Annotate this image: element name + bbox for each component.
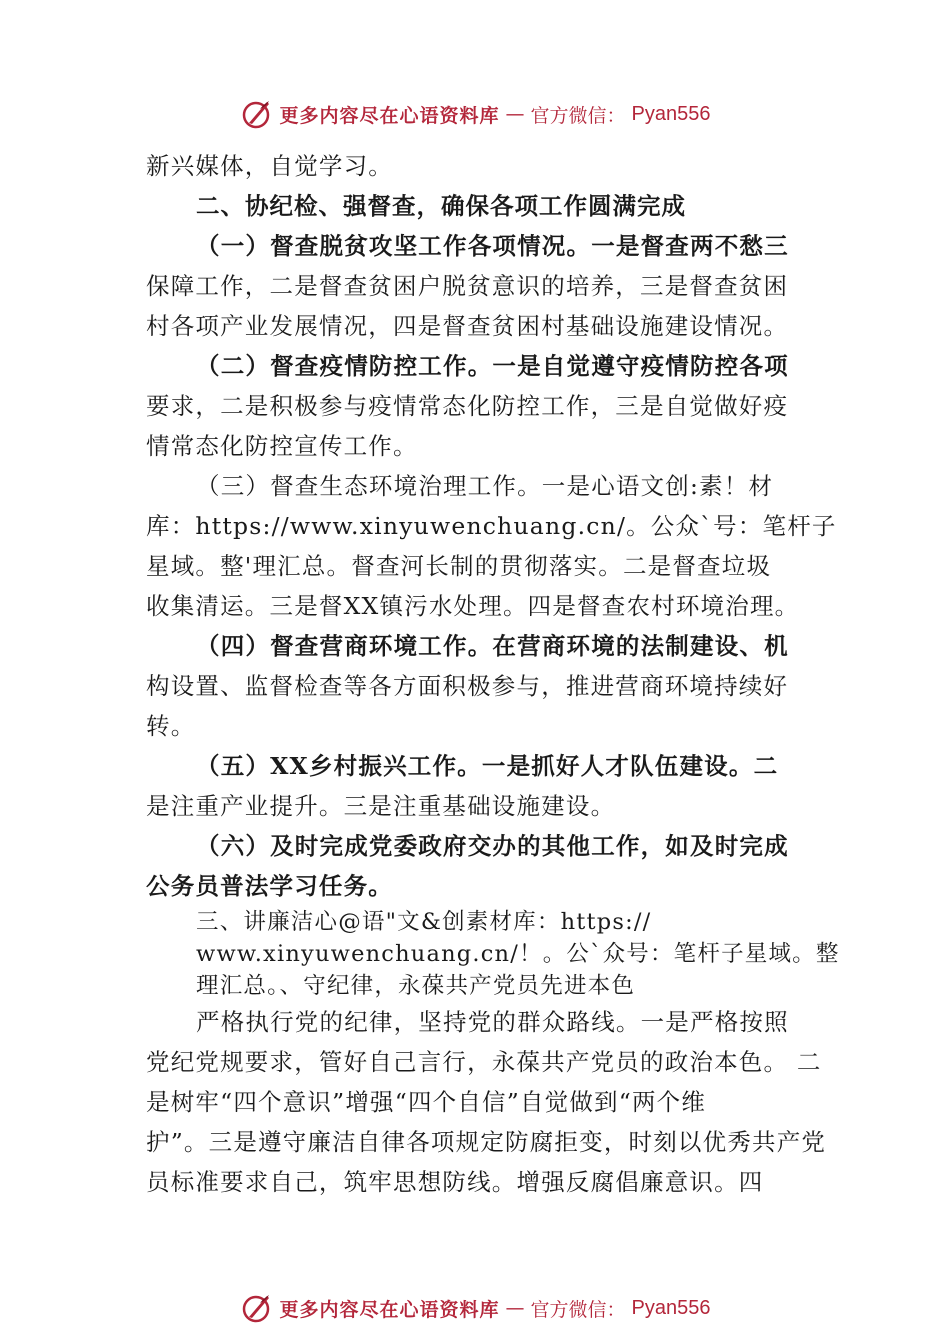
- paragraph-line: 星域。整'理汇总。督查河长制的贯彻落实。二是督查垃圾: [146, 552, 772, 580]
- paragraph-line: （六）及时完成党委政府交办的其他工作，如及时完成: [196, 832, 789, 860]
- banner-wechat-id: Pyan556: [631, 102, 711, 125]
- paragraph-line: 新兴媒体，自觉学习。: [146, 152, 393, 180]
- paragraph-line: 转。: [146, 712, 196, 740]
- paragraph-line: 村各项产业发展情况，四是督查贫困村基础设施建设情况。: [146, 312, 789, 340]
- paragraph-line: 严格执行党的纪律，坚持党的群众路线。一是严格按照: [196, 1008, 789, 1036]
- paragraph-line: 情常态化防控宣传工作。: [146, 432, 418, 460]
- banner-wechat-label: 官方微信：: [530, 104, 626, 127]
- section-heading: 二、协纪检、强督查，确保各项工作圆满完成: [196, 192, 686, 220]
- paragraph-line: 理汇总。、守纪律，永葆共产党员先进本色: [196, 973, 636, 999]
- banner-separator: —: [505, 103, 525, 125]
- paragraph-line: （四）督查营商环境工作。在营商环境的法制建设、机: [196, 632, 789, 660]
- paragraph-line: 收集清运。三是督XX镇污水处理。四是督查农村环境治理。: [146, 592, 800, 620]
- footer-banner: [0, 1288, 950, 1328]
- paragraph-line: 要求，二是积极参与疫情常态化防控工作，三是自觉做好疫: [146, 392, 789, 420]
- paragraph-line: 构设置、监督检查等各方面积极参与，推进营商环境持续好: [146, 672, 789, 700]
- section-heading-block: [146, 906, 840, 1002]
- header-banner: [0, 94, 950, 134]
- quill-logo-icon: [240, 97, 274, 131]
- banner-wechat-id: Pyan556: [631, 1296, 711, 1319]
- document-body: [146, 146, 840, 1202]
- paragraph-line: 保障工作，二是督查贫困户脱贫意识的培养，三是督查贫困: [146, 272, 789, 300]
- paragraph-line: 是树牢“四个意识”增强“四个自信”自觉做到“两个维: [146, 1088, 707, 1116]
- banner-text: 更多内容尽在心语资料库: [279, 1298, 500, 1321]
- paragraph-line: 三、讲廉洁心@语"文&创素材库：https://: [196, 909, 652, 935]
- paragraph-line: （二）督查疫情防控工作。一是自觉遵守疫情防控各项: [196, 352, 789, 380]
- paragraph-line: 员标准要求自己，筑牢思想防线。增强反腐倡廉意识。四: [146, 1168, 764, 1196]
- paragraph-line: （一）督查脱贫攻坚工作各项情况。一是督查两不愁三: [196, 232, 789, 260]
- paragraph-line: 公务员普法学习任务。: [146, 872, 393, 900]
- paragraph-line: www.xinyuwenchuang.cn/！。公`众号：笔杆子星域。整: [196, 941, 840, 967]
- banner-separator: —: [505, 1297, 525, 1319]
- paragraph-line: （三）督查生态环境治理工作。一是心语文创:素！材: [196, 472, 774, 500]
- paragraph-line: 党纪党规要求，管好自己言行，永葆共产党员的政治本色。 二: [146, 1048, 822, 1076]
- paragraph-line: 护”。三是遵守廉洁自律各项规定防腐拒变，时刻以优秀共产党: [146, 1128, 827, 1156]
- paragraph-line: （五）XX乡村振兴工作。一是抓好人才队伍建设。二: [196, 752, 779, 780]
- quill-logo-icon: [240, 1291, 274, 1325]
- paragraph-line: 是注重产业提升。三是注重基础设施建设。: [146, 792, 616, 820]
- banner-wechat-label: 官方微信：: [530, 1298, 626, 1321]
- banner-text: 更多内容尽在心语资料库: [279, 104, 500, 127]
- paragraph-line: 库：https://www.xinyuwenchuang.cn/。公众`号：笔杆子: [146, 512, 837, 540]
